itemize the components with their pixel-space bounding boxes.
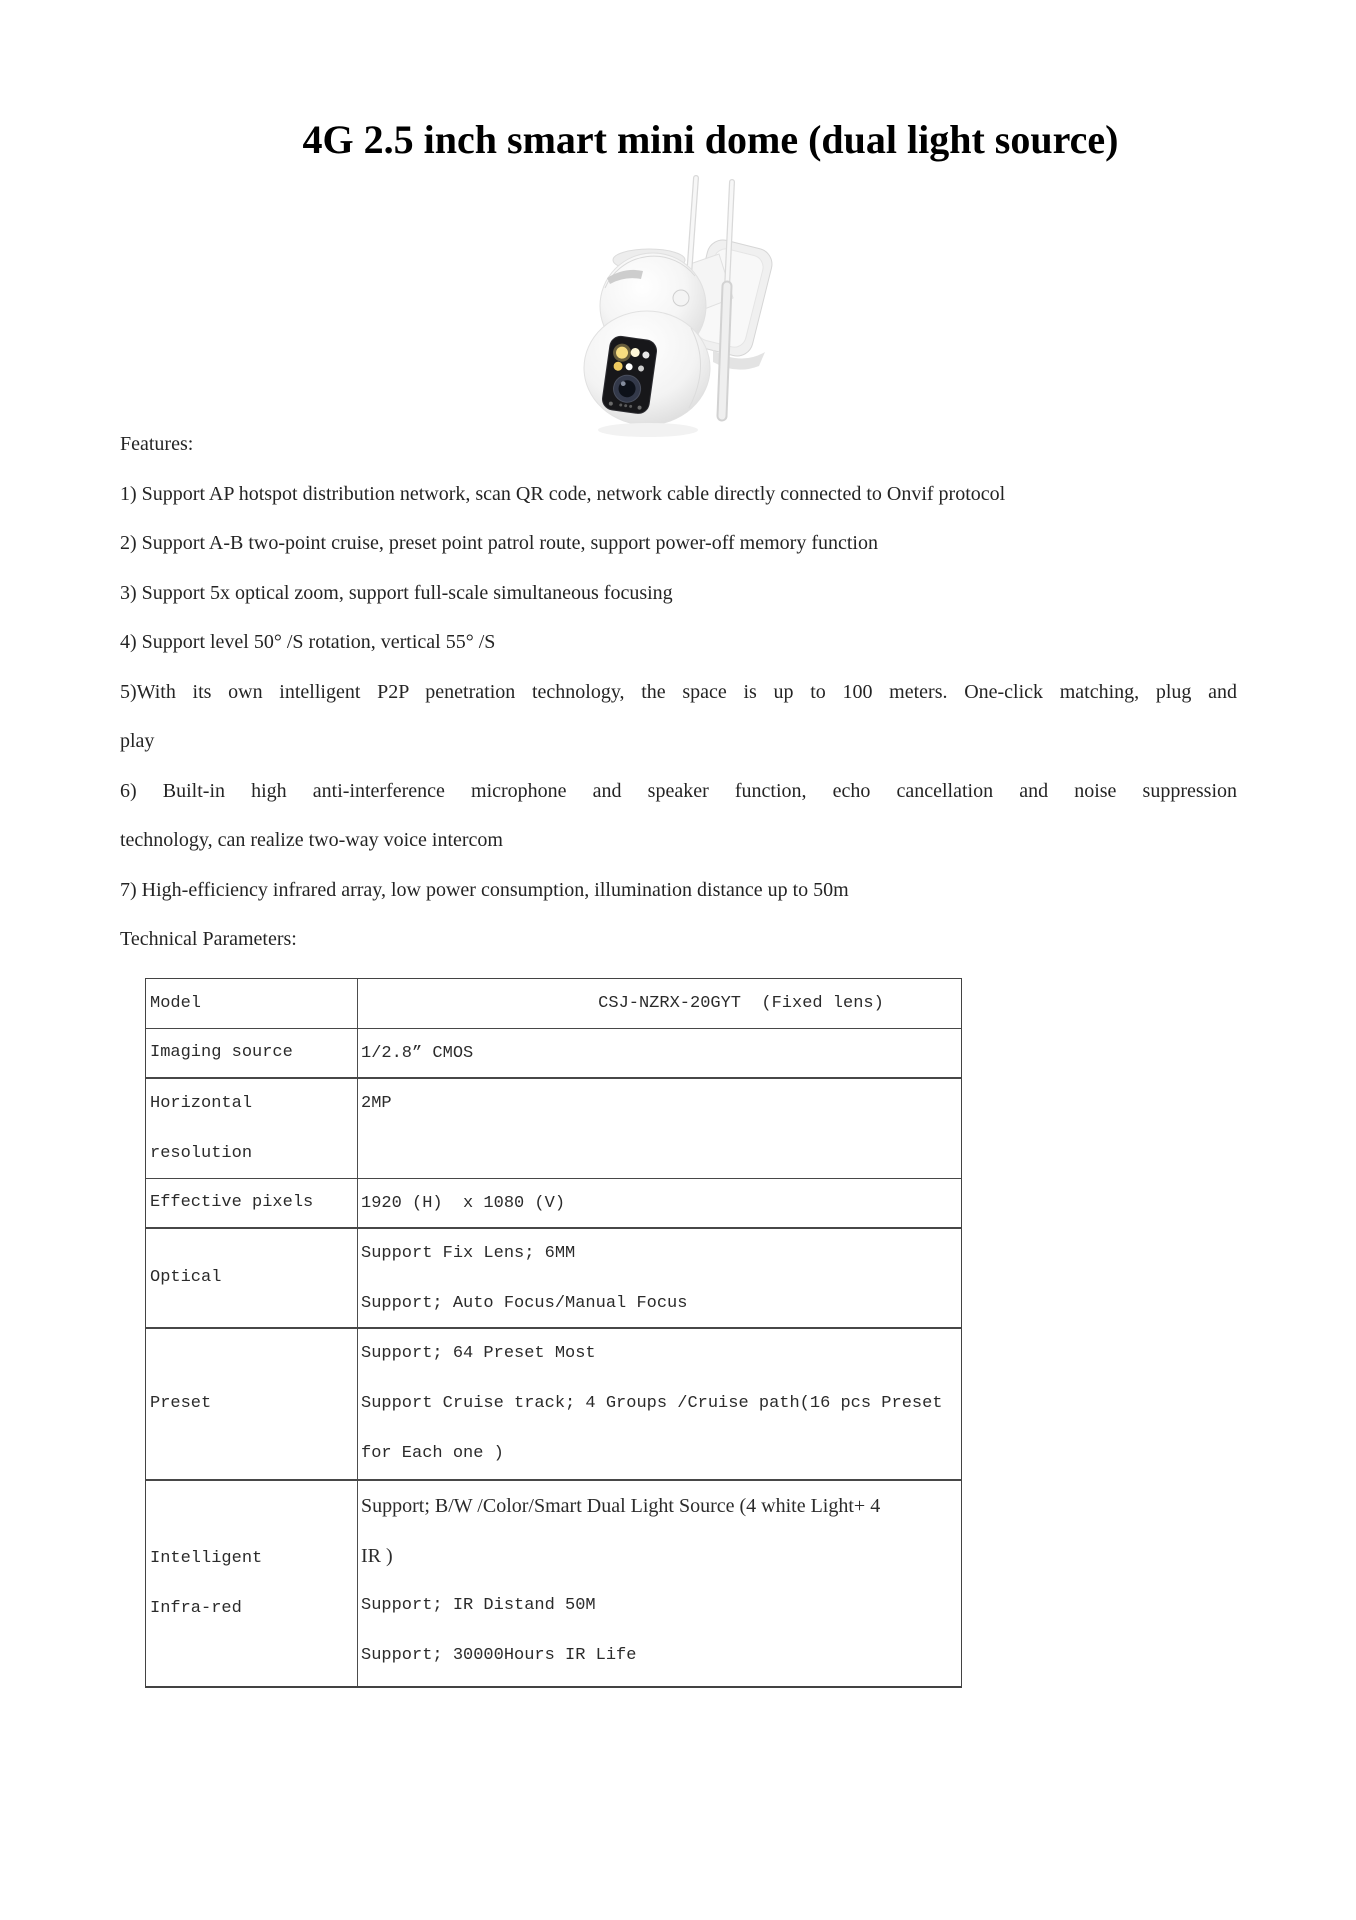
spec-value-line: Support; IR Distand 50M: [361, 1596, 596, 1615]
feature-line: 6) Built-in high anti-interference microphone and speaker function, echo cancellation and noise suppression: [120, 779, 1237, 802]
spec-label-line: Effective pixels: [150, 1193, 314, 1212]
spec-label-cell: [146, 1079, 358, 1178]
spec-value-line: Support Fix Lens; 6MM: [361, 1244, 576, 1263]
camera-antenna-right: [722, 182, 732, 416]
camera-lens-panel: [601, 335, 658, 415]
table-row: [146, 1079, 961, 1179]
body-text: [120, 420, 1237, 965]
spec-table: [145, 978, 962, 1688]
table-row: [146, 979, 961, 1029]
feature-line: 5)With its own intelligent P2P penetration technology, the space is up to 100 meters. One-click matching, plug and: [120, 680, 1237, 703]
spec-label-cell: [146, 1229, 358, 1327]
spec-value-cell: [358, 1179, 961, 1227]
spec-label-line: Imaging source: [150, 1043, 293, 1062]
spec-label-line: Optical: [150, 1268, 222, 1287]
tech-params-heading: Technical Parameters:: [120, 928, 297, 950]
feature-line: 4) Support level 50° /S rotation, vertical 55° /S: [120, 631, 496, 653]
table-row: [146, 1179, 961, 1229]
feature-line: 7) High-efficiency infrared array, low power consumption, illumination distance up to 50m: [120, 878, 849, 901]
feature-line: technology, can realize two-way voice intercom: [120, 829, 503, 851]
ptz-dome-camera-photo: [545, 148, 845, 448]
spec-value-line: Support; 64 Preset Most: [361, 1344, 596, 1363]
features-heading: Features:: [120, 433, 194, 455]
table-row: [146, 1029, 961, 1079]
spec-value-cell: [358, 1079, 961, 1178]
spec-value-line: CSJ-NZRX-20GYT (Fixed lens): [598, 994, 884, 1013]
spec-value-cell: [358, 1481, 961, 1686]
feature-line: 2) Support A-B two-point cruise, preset point patrol route, support power-off memory function: [120, 532, 878, 554]
spec-value-line: 1920 (H) x 1080 (V): [361, 1194, 566, 1213]
spec-label-line: Model: [150, 993, 202, 1013]
features-list: [120, 470, 1237, 916]
spec-value-line: Support; B/W /Color/Smart Dual Light Source (4 white Light+ 4: [361, 1495, 881, 1517]
spec-value-line: IR ): [361, 1545, 393, 1567]
spec-value-cell: [358, 1229, 961, 1327]
spec-label-cell: [146, 979, 358, 1028]
feature-line: play: [120, 730, 155, 752]
spec-label-line: Horizontal: [150, 1093, 253, 1113]
spec-value-line: for Each one ): [361, 1444, 504, 1463]
spec-value-line: 2MP: [361, 1094, 392, 1113]
spec-value-line: Support; 30000Hours IR Life: [361, 1646, 637, 1665]
spec-value-line: Support; Auto Focus/Manual Focus: [361, 1294, 688, 1313]
spec-value-line: 1/2.8” CMOS: [361, 1044, 474, 1063]
spec-value-cell: [358, 1029, 961, 1077]
spec-label-line: resolution: [150, 1143, 253, 1163]
spec-label-cell: [146, 1481, 358, 1686]
table-row: [146, 1229, 961, 1329]
spec-value-cell: [358, 1329, 961, 1479]
spec-label-line: Infra-red: [150, 1598, 242, 1618]
spec-value-line: Support Cruise track; 4 Groups /Cruise path(16 pcs Preset: [361, 1394, 943, 1413]
spec-label-line: Preset: [150, 1394, 212, 1413]
spec-value-cell: [358, 979, 961, 1028]
page-title: 4G 2.5 inch smart mini dome (dual light source): [302, 117, 1119, 162]
table-row: [146, 1329, 961, 1481]
feature-line: 1) Support AP hotspot distribution network, scan QR code, network cable directly connected to Onvif protocol: [120, 482, 1006, 505]
spec-label-cell: [146, 1329, 358, 1479]
feature-line: 3) Support 5x optical zoom, support full-scale simultaneous focusing: [120, 581, 673, 604]
table-row: [146, 1481, 961, 1686]
spec-label-cell: [146, 1179, 358, 1227]
spec-label-line: Intelligent: [150, 1548, 263, 1568]
product-photo: [545, 148, 845, 448]
spec-label-cell: [146, 1029, 358, 1077]
